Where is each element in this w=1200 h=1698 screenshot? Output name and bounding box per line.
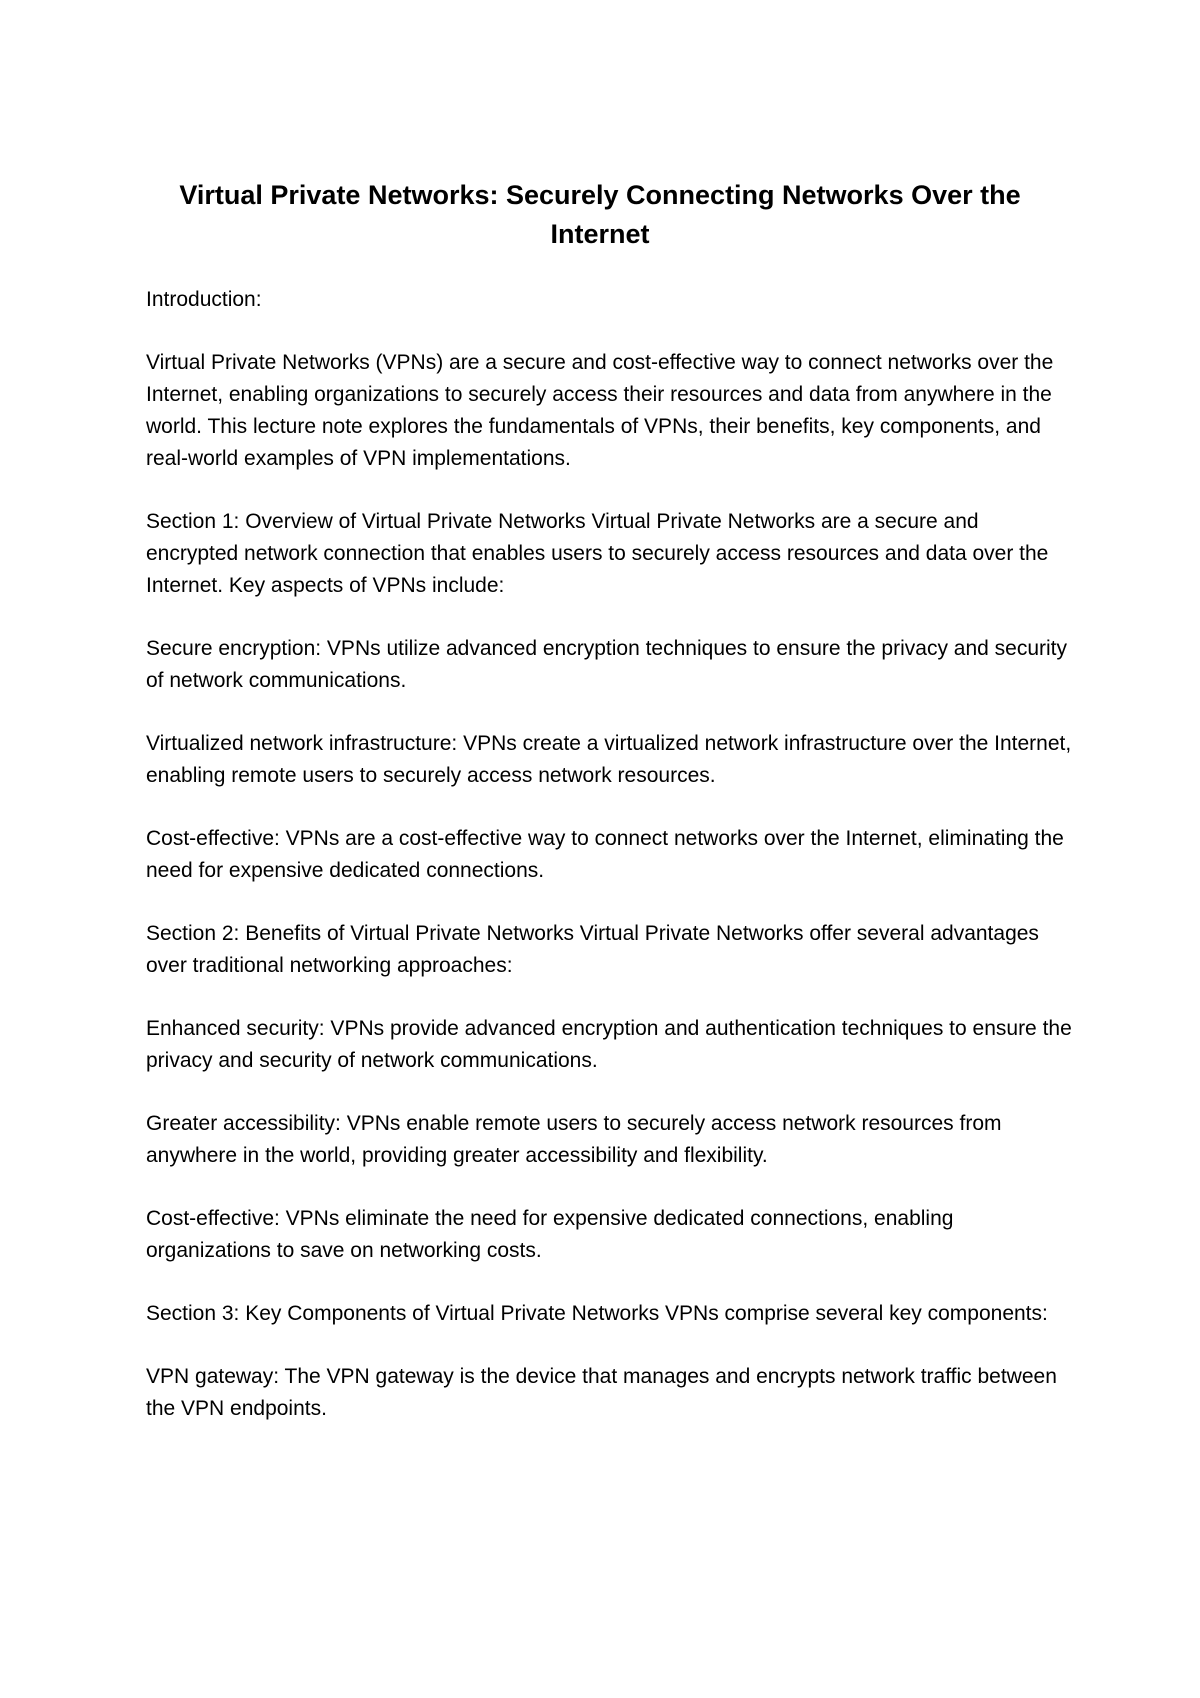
enhanced-security-paragraph: Enhanced security: VPNs provide advanced encryption and authentication techniques to ensure the privacy and security of network communications. <box>146 1017 1072 1072</box>
intro-heading: Introduction: <box>146 288 262 311</box>
cost-effective-paragraph-1: Cost-effective: VPNs are a cost-effective way to connect networks over the Internet, eliminating the need for expensive dedicated connections. <box>146 827 1064 882</box>
cost-effective-paragraph-2: Cost-effective: VPNs eliminate the need for expensive dedicated connections, enabling organizations to save on networking costs. <box>146 1207 954 1262</box>
section-3-paragraph: Section 3: Key Components of Virtual Private Networks VPNs comprise several key components: <box>146 1302 1048 1325</box>
page-title: Virtual Private Networks: Securely Connecting Networks Over the Internet <box>179 180 1021 249</box>
section-2-paragraph: Section 2: Benefits of Virtual Private Networks Virtual Private Networks offer several advantages over traditional networking approaches: <box>146 922 1039 977</box>
virtualized-infrastructure-paragraph: Virtualized network infrastructure: VPNs create a virtualized network infrastructure over the Internet, enabling remote users to securely access network resources. <box>146 732 1072 787</box>
vpn-gateway-paragraph: VPN gateway: The VPN gateway is the device that manages and encrypts network traffic between the VPN endpoints. <box>146 1365 1057 1420</box>
greater-accessibility-paragraph: Greater accessibility: VPNs enable remote users to securely access network resources from anywhere in the world, providing greater accessibility and flexibility. <box>146 1112 1002 1167</box>
document-body <box>146 284 1076 1456</box>
intro-paragraph: Virtual Private Networks (VPNs) are a secure and cost-effective way to connect networks over the Internet, enabling organizations to securely access their resources and data from anywhere in the world. This lecture note explores the fundamentals of VPNs, their benefits, key components, and real-world examples of VPN implementations. <box>146 351 1054 470</box>
section-1-paragraph: Section 1: Overview of Virtual Private Networks Virtual Private Networks are a secure and encrypted network connection that enables users to securely access resources and data over the Internet. Key aspects of VPNs include: <box>146 510 1049 597</box>
secure-encryption-paragraph: Secure encryption: VPNs utilize advanced encryption techniques to ensure the privacy and security of network communications. <box>146 637 1068 692</box>
